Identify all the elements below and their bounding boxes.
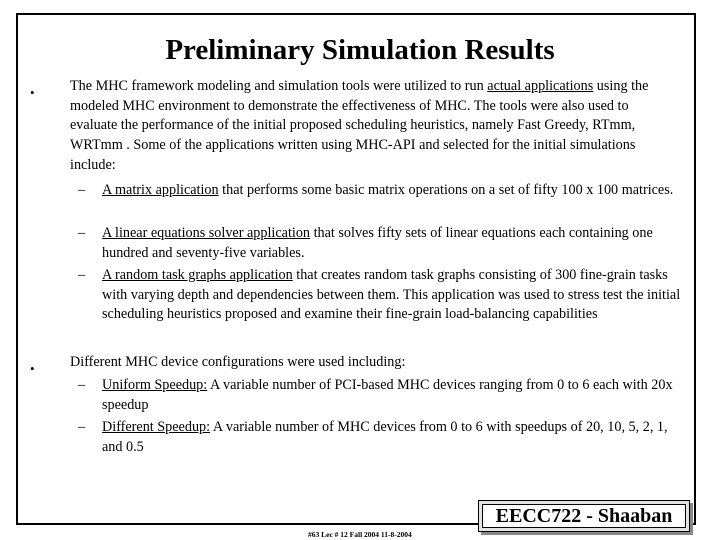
- subitem-uniform-text: A variable number of PCI-based MHC devices ranging from 0 to 6 each with 20x speedup: [102, 377, 673, 413]
- bullet-2-text: Different MHC device configurations were used including:: [70, 354, 406, 370]
- subitem-linear: [78, 224, 688, 263]
- slide-title: Preliminary Simulation Results: [165, 34, 555, 66]
- dash-marker: –: [78, 267, 86, 283]
- dash-marker: –: [78, 182, 86, 198]
- subitem-random: [78, 266, 688, 325]
- subitem-different: [78, 418, 688, 457]
- matrix-application-link[interactable]: A matrix application: [102, 182, 219, 198]
- bullet-marker: •: [30, 85, 35, 100]
- linear-equations-link[interactable]: A linear equations solver application: [102, 225, 311, 241]
- uniform-speedup-link[interactable]: Uniform Speedup:: [102, 377, 208, 393]
- random-task-graphs-link[interactable]: A random task graphs application: [102, 267, 293, 283]
- course-badge-label: EECC722 - Shaaban: [482, 504, 686, 528]
- subitem-matrix-text: that performs some basic matrix operations on a set of fifty 100 x 100 matrices.: [218, 182, 674, 198]
- course-badge: [478, 500, 690, 532]
- bullet-1-text: [70, 77, 670, 176]
- bullet-1-pre: The MHC framework modeling and simulation tools were utilized to run: [70, 78, 488, 94]
- subitem-random-text: that creates random task graphs consisting of 300 fine-grain tasks with varying depth and dependencies between them. This application was used to stress test the initial scheduling heuristics proposed and examine their fine-grain load-balancing capabilities: [102, 267, 681, 323]
- dash-marker: –: [78, 225, 86, 241]
- different-speedup-link[interactable]: Different Speedup:: [102, 419, 211, 435]
- subitem-linear-text: that solves fifty sets of linear equations each containing one hundred and seventy-five variables.: [102, 225, 653, 261]
- dash-marker: –: [78, 377, 86, 393]
- subitem-matrix: [78, 181, 688, 201]
- actual-applications-link[interactable]: actual applications: [487, 78, 594, 94]
- subitem-different-text: A variable number of MHC devices from 0 to 6 with speedups of 20, 10, 5, 2, 1, and 0.5: [102, 419, 668, 455]
- dash-marker: –: [78, 419, 86, 435]
- bullet-marker: •: [30, 361, 35, 376]
- slide-footer: #63 Lec # 12 Fall 2004 11-8-2004: [308, 530, 412, 539]
- bullet-1-post: using the modeled MHC environment to demonstrate the effectiveness of MHC. The tools were also used to evaluate the performance of the initial proposed scheduling heuristics, namely Fast Greedy, RTmm, WRTmm . Some of the applications written using MHC-API and selected for the initial simulations include:: [70, 78, 649, 173]
- subitem-uniform: [78, 376, 688, 415]
